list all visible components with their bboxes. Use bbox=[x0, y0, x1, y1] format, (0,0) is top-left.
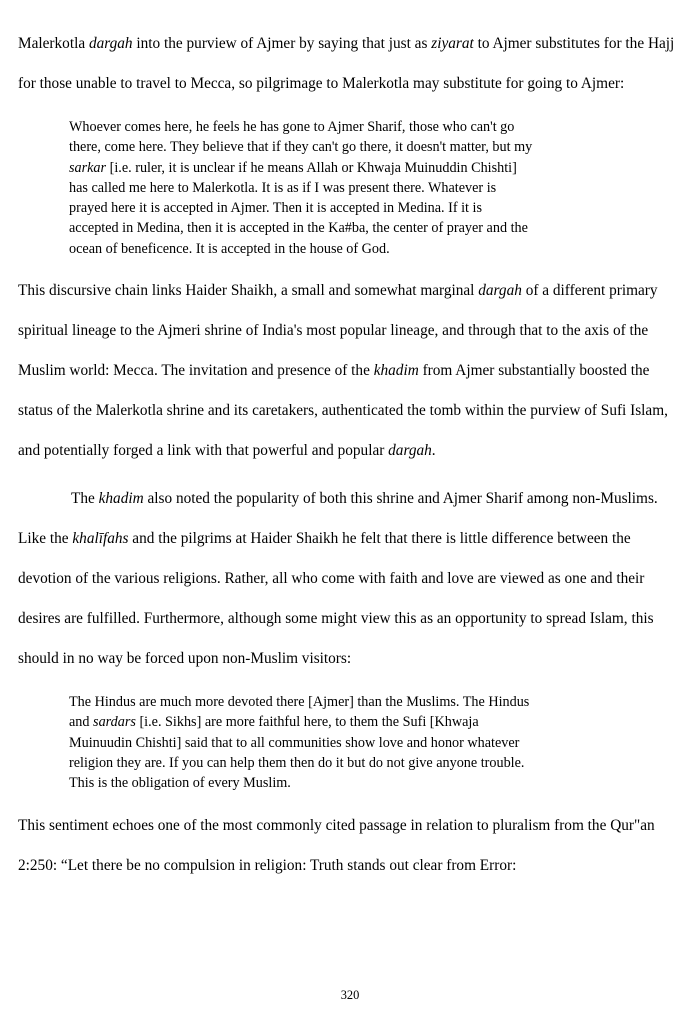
quote-line bbox=[69, 712, 669, 732]
text-run: and the pilgrims at Haider Shaikh he felt that there is little difference between the devotion of the various religions. Rather, all who come with faith and love are viewed as one and their desires are fulfilled. Furthermore, although some might view this as an opportunity to spread Islam, this should in no way be forced upon non-Muslim visitors: bbox=[18, 530, 654, 668]
quote-line bbox=[69, 198, 669, 218]
text-run: religion they are. If you can help them then do it but do not give anyone trouble. bbox=[69, 754, 525, 771]
paragraph-discursive-chain bbox=[18, 271, 682, 471]
text-run: prayed here it is accepted in Ajmer. Then it is accepted in Medina. If it is bbox=[69, 200, 483, 217]
quote-line bbox=[69, 158, 669, 178]
italic-term: sardars bbox=[93, 714, 136, 731]
quote-line bbox=[69, 117, 669, 137]
text-run: also noted the popularity of both this shrine and Ajmer Sharif among non-Muslims. Like the bbox=[18, 490, 658, 548]
text-run: to Ajmer substitutes for the Hajj for those unable to travel to Mecca, so pilgrimage to Malerkotla may substitute for going to Ajmer: bbox=[18, 35, 675, 92]
text-run: [i.e. ruler, it is unclear if he means Allah or Khwaja Muinuddin Chishti] bbox=[106, 159, 517, 176]
text-run: This discursive chain links Haider Shaikh, a small and somewhat marginal bbox=[18, 282, 479, 300]
paragraph-sentiment-quran bbox=[18, 806, 682, 886]
italic-term: ziyarat bbox=[431, 35, 474, 52]
italic-term: sarkar bbox=[69, 159, 107, 176]
quote-line bbox=[69, 773, 669, 793]
quote-line bbox=[69, 239, 669, 259]
page-number: 320 bbox=[340, 988, 360, 1002]
blockquote-whoever-comes-here bbox=[69, 117, 669, 259]
spacer bbox=[18, 679, 682, 692]
text-run: This is the obligation of every Muslim. bbox=[69, 775, 291, 792]
quote-line bbox=[69, 692, 669, 712]
text-run: and bbox=[69, 714, 94, 731]
text-run: Malerkotla bbox=[18, 35, 89, 52]
text-run: The bbox=[71, 490, 99, 508]
paragraph-khadim-popularity bbox=[18, 479, 682, 679]
quote-line bbox=[69, 733, 669, 753]
text-run: there, come here. They believe that if they can't go there, it doesn't matter, but my bbox=[69, 139, 533, 156]
text-run: from Ajmer substantially boosted the status of the Malerkotla shrine and its caretakers, authenticated the tomb within the purview of Sufi Islam, and potentially forged a link with that powerful and popular bbox=[18, 362, 668, 460]
text-run: This sentiment echoes one of the most commonly cited passage in relation to pluralism from the Qur"an 2:250: “Let there be no compulsion in religion: Truth stands out clear from Error: bbox=[18, 816, 655, 874]
quote-line bbox=[69, 753, 669, 773]
text-run: The Hindus are much more devoted there [Ajmer] than the Muslims. The Hindus bbox=[69, 694, 530, 711]
italic-term: khadim bbox=[373, 362, 419, 380]
blockquote-the-hindus bbox=[69, 692, 669, 793]
text-run: . bbox=[431, 442, 436, 460]
spacer bbox=[18, 259, 682, 271]
spacer bbox=[18, 794, 682, 806]
text-run: accepted in Medina, then it is accepted in the Ka#ba, the center of prayer and the bbox=[69, 220, 528, 237]
paragraph-malerkotla-dargah bbox=[18, 24, 682, 104]
spacer bbox=[18, 104, 682, 117]
spacer bbox=[18, 471, 682, 479]
text-run: Muinuudin Chishti] said that to all communities show love and honor whatever bbox=[69, 734, 520, 751]
page-text-column bbox=[18, 24, 682, 886]
text-run: [i.e. Sikhs] are more faithful here, to them the Sufi [Khwaja bbox=[135, 714, 479, 731]
italic-term: dargah bbox=[388, 442, 432, 460]
quote-line bbox=[69, 218, 669, 238]
italic-term: dargah bbox=[478, 282, 522, 300]
italic-term: khadim bbox=[98, 490, 144, 508]
italic-term: khalīfahs bbox=[72, 530, 129, 548]
text-run: ocean of beneficence. It is accepted in the house of God. bbox=[69, 240, 390, 257]
quote-line bbox=[69, 137, 669, 157]
text-run: Whoever comes here, he feels he has gone to Ajmer Sharif, those who can't go bbox=[69, 119, 515, 135]
text-run: into the purview of Ajmer by saying that just as bbox=[132, 35, 432, 52]
text-run: of a different primary spiritual lineage to the Ajmeri shrine of India's most popular lineage, and through that to the axis of the Muslim world: Mecca. The invitation and presence of the bbox=[18, 282, 658, 380]
italic-term: dargah bbox=[88, 35, 133, 52]
text-run: has called me here to Malerkotla. It is as if I was present there. Whatever is bbox=[69, 179, 497, 196]
quote-line bbox=[69, 178, 669, 198]
